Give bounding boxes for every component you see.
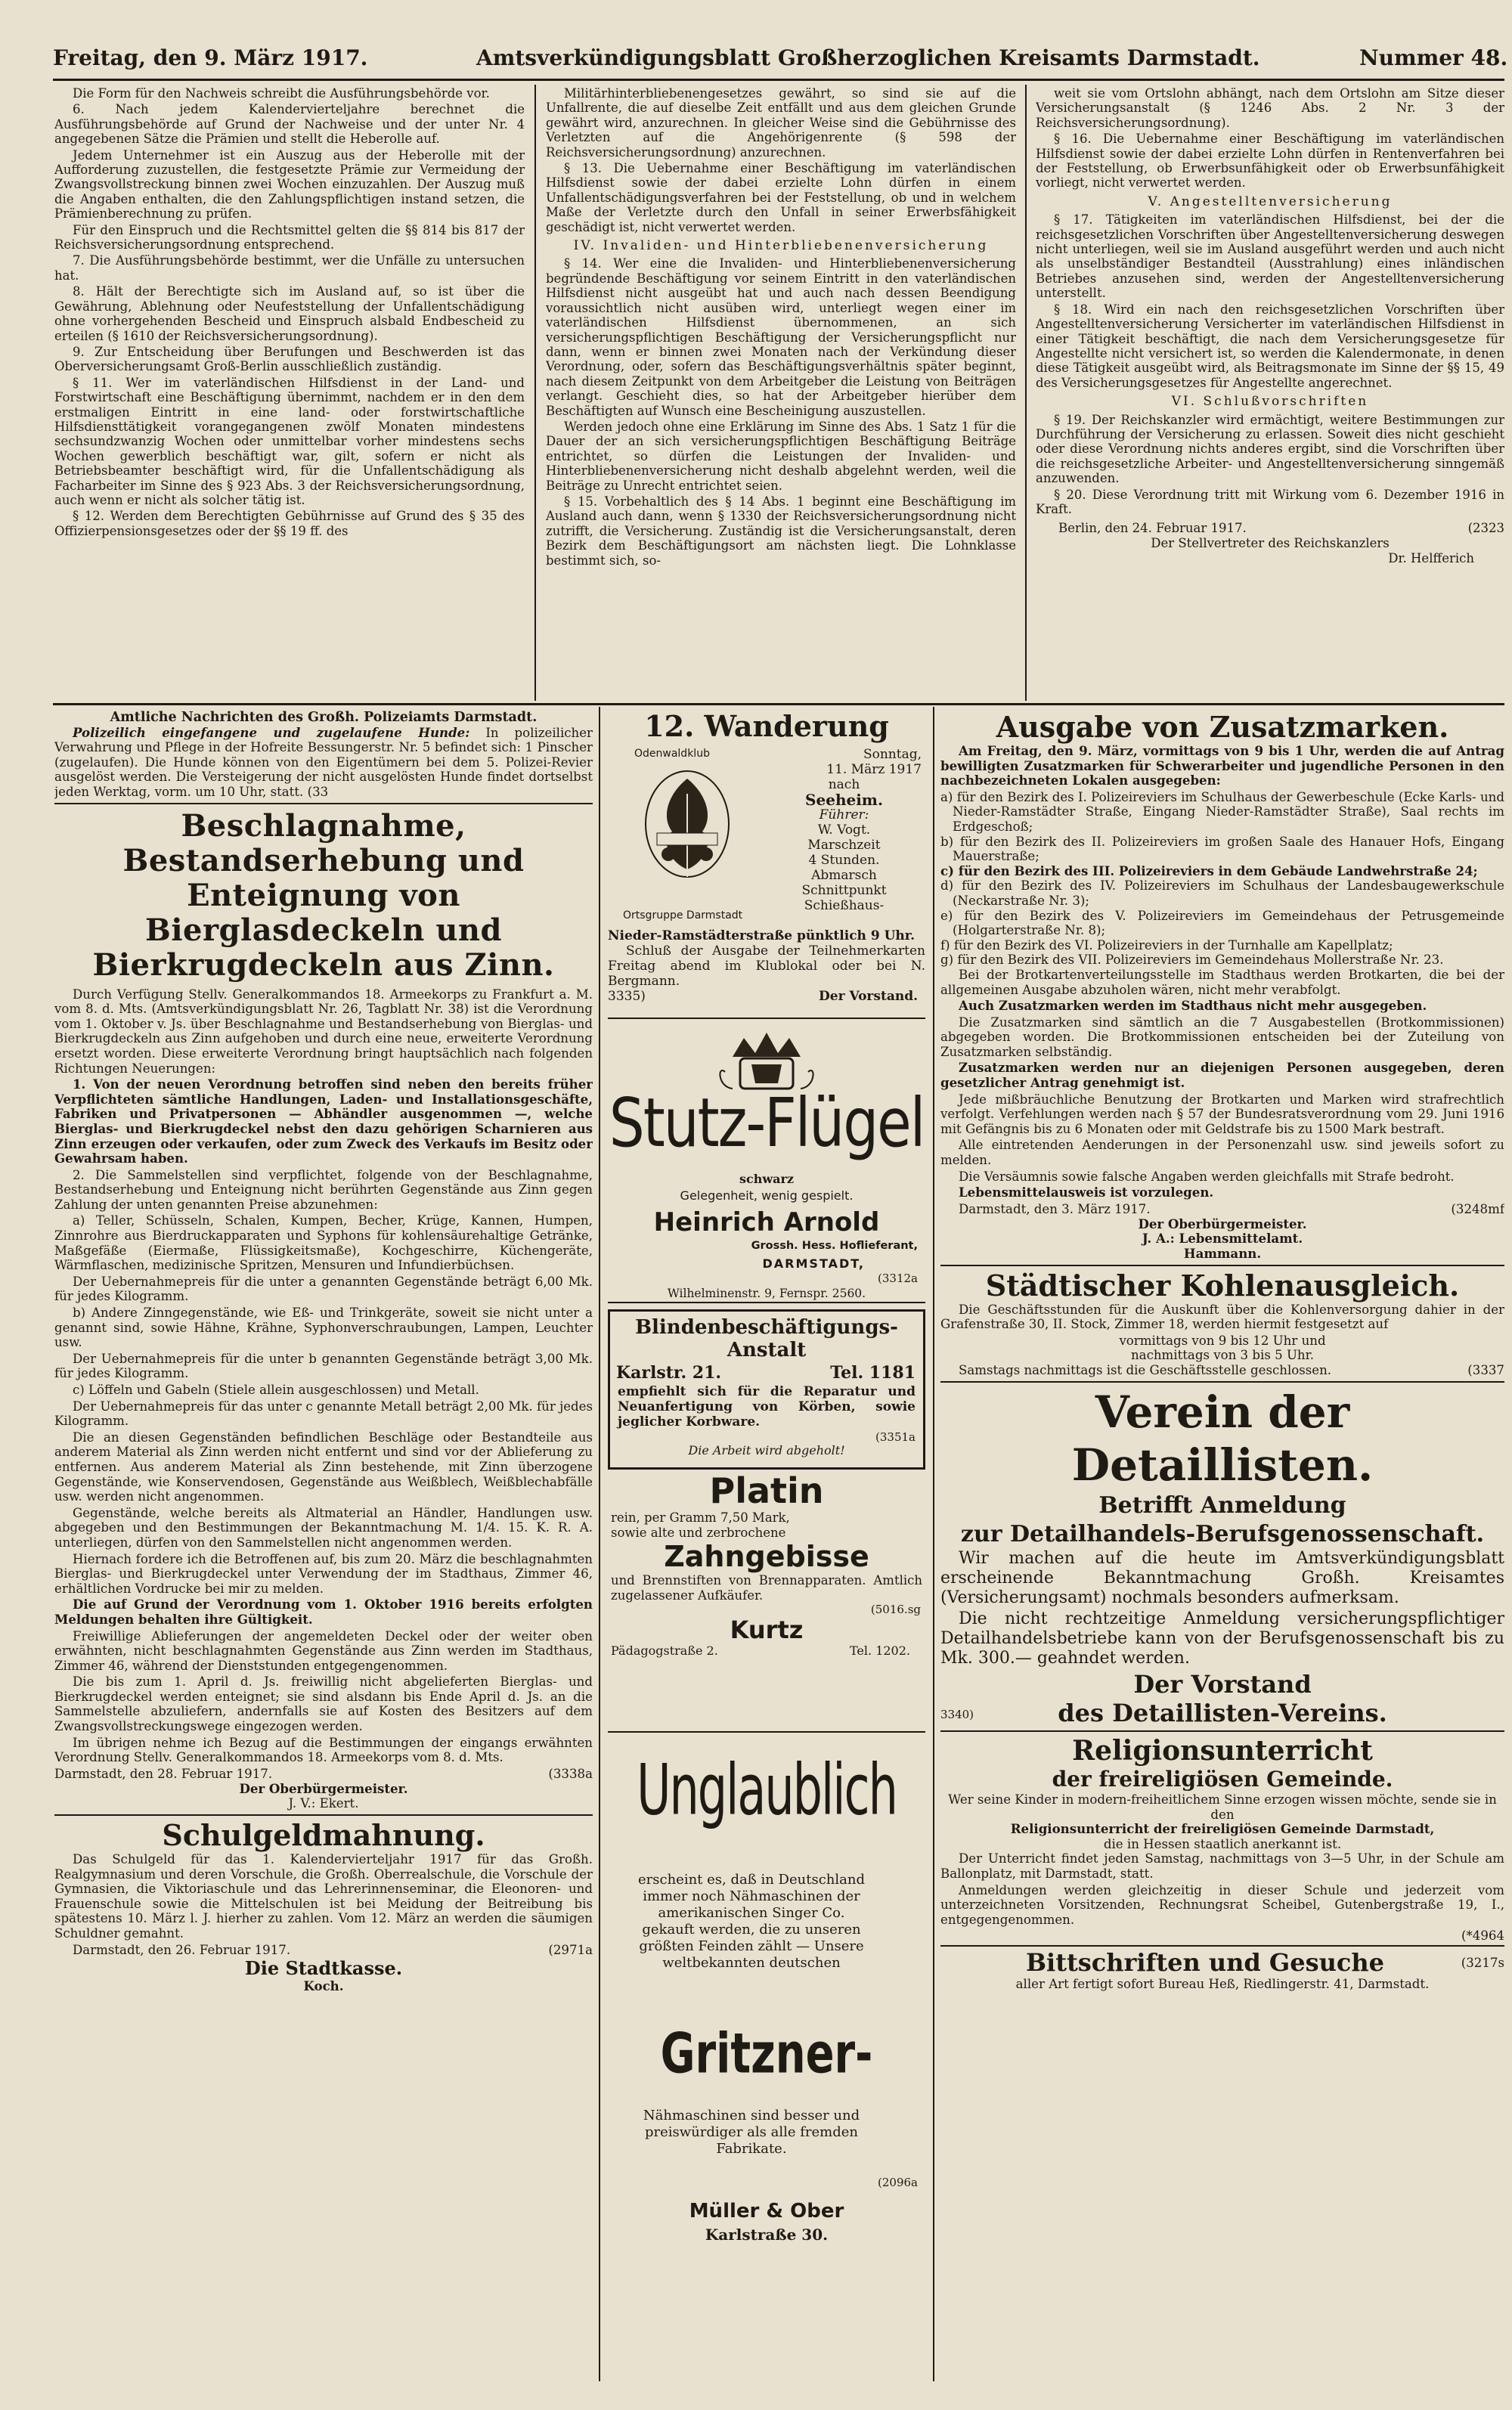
relig-l1: Wer seine Kinder in modern-freiheitlichem Sinne erzogen wissen möchte, sende sie in den	[948, 1792, 1497, 1822]
para: § 15. Vorbehaltlich des § 14 Abs. 1 beginnt eine Beschäftigung im Ausland auch dann, wenn § 1330 der Reichsversicherungsordnung nicht zutrifft, die Versicherung. Zuständig ist die Versicherungsanstalt, deren Bezirk dem Beschäftigungsort am nächsten liegt. Die Lohnklasse bestimmt sich, so-	[546, 494, 1016, 568]
column-divider	[534, 85, 536, 701]
relig-l4: Der Unterricht findet jeden Samstag, nachmittags von 3—5 Uhr, in der Schule am Ballonplatz, mit Darmstadt, statt.	[940, 1851, 1504, 1881]
bitt-ref: (3217s	[1461, 1955, 1504, 1970]
verein-sig1: Der Vorstand	[1133, 1669, 1312, 1699]
section-heading: V. Angestelltenversicherung	[1148, 194, 1393, 209]
wanderung-note: Schluß der Ausgabe der Teilnehmerkarten Freitag abend im Klublokal oder bei N. Bergmann.	[608, 943, 925, 989]
zusatz-sig3: Hammann.	[1183, 1246, 1262, 1261]
bitt-text: aller Art fertigt sofort Bureau Heß, Riedlingerstr. 41, Darmstadt.	[1015, 1976, 1430, 1991]
issue-date: Freitag, den 9. März 1917.	[53, 45, 368, 70]
wanderung-ref: 3335)	[608, 989, 646, 1004]
zusatz-date: Darmstadt, den 3. März 1917.	[959, 1201, 1151, 1216]
ad-platin	[608, 1471, 925, 1728]
relig-title: Religionsunterricht	[1072, 1734, 1373, 1767]
unglaub-text2: Nähmaschinen sind besser und preiswürdiger als alle fremden Fabrikate.	[643, 2108, 860, 2157]
wanderung-dest1: nach	[828, 777, 860, 792]
wanderung-leader: W. Vogt.	[817, 822, 871, 838]
column-divider	[1025, 85, 1027, 701]
top-column-2	[546, 86, 1016, 699]
verein-text2: Die nicht rechtzeitige Anmeldung versicherungspflichtiger Detailhandelsbetriebe kann von der Berufsgenossenschaft bis zu Mk. 300.— geahndet werden.	[940, 1609, 1504, 1668]
platin-addr: Pädagogstraße 2.	[611, 1643, 718, 1658]
wanderung-start1: Abmarsch	[811, 868, 877, 883]
zusatz-sig2: J. A.: Lebensmittelamt.	[1142, 1231, 1303, 1247]
kohlen-l1: vormittags von 9 bis 12 Uhr und	[1119, 1333, 1326, 1348]
unglaub-brand: Gritzner-	[660, 2022, 873, 2086]
stutz-title: Stutz-Flügel	[609, 1084, 925, 1163]
blinden-addr: Karlstr. 21.	[616, 1363, 722, 1383]
beschlag-title: Beschlagnahme, Bestandserhebung und Enteignung von Bierglasdeckeln und Bierkrugdeckeln aus Zinn.	[92, 807, 555, 983]
para: Die Versäumnis sowie falsche Angaben werden gleichfalls mit Strafe bedroht.	[959, 1169, 1455, 1184]
para: c) Löffeln und Gabeln (Stiele allein ausgeschlossen) und Metall.	[73, 1383, 479, 1397]
police-subheading: Polizeilich eingefangene und zugelaufene Hunde:	[73, 724, 470, 740]
para: Der Uebernahmepreis für das unter c genannte Metall beträgt 2,00 Mk. für jedes Kilogramm.	[54, 1399, 593, 1429]
para: Bei der Brotkartenverteilungsstelle im Stadthaus werden Brotkarten, die bei der allgemeinen Ausgabe abzuholen wären, nicht mehr verabfolgt.	[940, 967, 1504, 997]
unglaub-addr: Karlstraße 30.	[705, 2226, 829, 2244]
verein-title: Verein der Detaillisten.	[1071, 1386, 1374, 1491]
top-column-3	[1036, 86, 1504, 699]
blinden-title: Blindenbeschäftigungs-Anstalt	[635, 1316, 898, 1361]
para: Freiwillige Ablieferungen der angemeldeten Deckel oder der weiter oben erwähnten, nicht beschlagnahmten Gegenstände aus Zinn werden im Stadthaus, Zimmer 46, während der Dienststunden entgegengenommen.	[54, 1628, 593, 1673]
zusatz-item: d) für den Bezirk des IV. Polizeireviers im Schulhaus der Landesbaugewerkschule (Neckarstraße Nr. 3);	[940, 878, 1504, 908]
para: b) Andere Zinngegenstände, wie Eß- und Trinkgeräte, soweit sie nicht unter a genannt sind, sowie Hähne, Krähne, Syphonverschraubungen, Lampen, Leuchter usw.	[54, 1306, 593, 1350]
platin-name: Kurtz	[730, 1615, 804, 1644]
para: a) Teller, Schüsseln, Schalen, Kumpen, Becher, Krüge, Kannen, Humpen, Zinnrohre aus Bierdruckapparaten und Syphons für kohlensäurehaltige Getränke, Maßgefäße (Eiermaße, Flüssigkeitsmaße), Kochgeschirre, Küchengeräte, Wärmflaschen, medizinische Spritzen, Mensuren und Infundierbüchsen.	[54, 1213, 593, 1273]
police-heading: Amtliche Nachrichten des Großh. Polizeiamts Darmstadt.	[110, 711, 538, 725]
relig-l3: die in Hessen staatlich anerkannt ist.	[1103, 1836, 1342, 1851]
para: § 14. Wer eine die Invaliden- und Hinterbliebenenversicherung begründende Beschäftigung vor seinem Eintritt in den vaterländischen Hilfsdienst nicht ausgeübt hat und auch nach dessen Beendigung voraussichtlich nicht ausüben wird, unterliegt wegen einer im vaterländischen Hilfsdienst übernommenen, an sich versicherungspflichtigen Beschäftigung der Versicherungspflicht nur dann, wenn er binnen zwei Monaten nach der Verkündung dieser Verordnung, oder, sofern das Beschäftigungsverhältnis später beginnt, nach diesem Zeitpunkt von dem Arbeitgeber die Leistung von Beiträgen verlangt. Geschieht dies, so hat der Arbeitgeber hierüber dem Beschäftigten auf Wunsch eine Bescheinigung auszustellen.	[546, 256, 1016, 418]
wanderung-day: Sonntag,	[863, 747, 922, 762]
para: Die Zusatzmarken sind sämtlich an die 7 Ausgabestellen (Brotkommissionen) abgegeben worden. Die Brotkommissionen entscheiden bei der Zuteilung von Zusatzmarken selbständig.	[940, 1014, 1504, 1059]
stutz-name: Heinrich Arnold	[653, 1207, 880, 1238]
para: Die an diesen Gegenständen befindlichen Beschläge oder Bestandteile aus anderem Material als Zinn werden nicht entfernt und sind vor der Ablieferung zu entfernen. Aus anderem Material als Zinn bestehende, mit Zinn überzogene Gegenstände, wie Konservendosen, Gegenstände aus Weißblech, Weißblechabfälle usw. werden nicht angenommen.	[54, 1430, 593, 1504]
blinden-text: empfiehlt sich für die Reparatur und Neuanfertigung von Körben, sowie jeglicher Korbware.	[618, 1384, 916, 1430]
zusatz-item: b) für den Bezirk des II. Polizeireviers im großen Saale des Hanauer Hofs, Eingang Mauerstraße;	[940, 834, 1504, 864]
unglaub-text: erscheint es, daß in Deutschland immer noch Nähmaschinen der amerikanischen Singer Co. gekauft werden, die zu unseren größten Feinden zählt — Unsere weltbekannten deutschen	[638, 1872, 865, 1971]
para: § 17. Tätigkeiten im vaterländischen Hilfsdienst, bei der die reichsgesetzlichen Vorschriften über Angestelltenversicherung deswegen nicht unterliegen, weil sie im Ausland ausgeführt werden und auch nicht als unselbständiger Bestandteil (Ausstrahlung) eines inländischen Betriebes anzusehen sind, werden der Angestelltenversicherung unterstellt.	[1036, 212, 1504, 301]
kohlen-title: Städtischer Kohlenausgleich.	[985, 1268, 1460, 1303]
para: Werden jedoch ohne eine Erklärung im Sinne des Abs. 1 Satz 1 für die Dauer der an sich versicherungspflichtigen Beschäftigung Beiträge entrichtet, so dürfen die Leistungen der Invaliden- und Hinterbliebenenversicherung nicht deshalb abgelehnt werden, weil die Beiträge zu Unrecht entrichtet seien.	[546, 419, 1016, 493]
zusatz-sig1: Der Oberbürgermeister.	[1138, 1216, 1307, 1231]
platin-l3: und Brennstiften von Brennapparaten. Amtlich zugelassener Aufkäufer.	[611, 1573, 922, 1603]
wanderung-title: 12. Wanderung	[644, 711, 889, 743]
schulgeld-title: Schulgeldmahnung.	[162, 1818, 485, 1853]
blinden-note: Die Arbeit wird abgeholt!	[688, 1443, 845, 1457]
verein-sig2: des Detaillisten-Vereins.	[1058, 1698, 1387, 1727]
paper-title: Amtsverkündigungsblatt Großherzoglichen Kreisamts Darmstadt.	[476, 45, 1260, 70]
para: Gegenstände, welche bereits als Altmaterial an Händler, Handlungen usw. abgegeben und den Bestimmungen der Bekanntmachung M. 1/4. 15. K. R. A. unterliegen, dürfen von den Sammelstellen nicht angenommen werden.	[54, 1505, 593, 1550]
para: § 16. Die Uebernahme einer Beschäftigung im vaterländischen Hilfsdienst sowie der dabei erzielte Lohn dürfen in Rentenverfahren bei der Feststellung, ob Erwerbsunfähigkeit oder ob Erwerbsunfähigkeit vorliegt, nicht verwertet werden.	[1036, 132, 1504, 191]
zusatz-item: g) für den Bezirk des VII. Polizeireviers im Gemeindehaus Mollerstraße Nr. 23.	[940, 953, 1444, 968]
zusatz-item: f) für den Bezirk des VI. Polizeireviers in der Turnhalle am Kapellplatz;	[940, 937, 1393, 953]
verein-text: Wir machen auf die heute im Amtsverkündigungsblatt erscheinende Bekanntmachung Großh. Kreisamtes (Versicherungsamt) nochmals besonders aufmerksam.	[940, 1548, 1504, 1607]
para: weit sie vom Ortslohn abhängt, nach dem Ortslohn am Sitze dieser Versicherungsanstalt (§ 1246 Abs. 2 Nr. 3 der Reichsversicherungsordnung).	[1036, 86, 1504, 130]
zusatz-title: Ausgabe von Zusatzmarken.	[996, 711, 1449, 744]
relig-sub: der freireligiösen Gemeinde.	[1052, 1766, 1393, 1792]
stutz-l1: schwarz	[739, 1172, 795, 1186]
ad-blinden	[608, 1309, 925, 1470]
ad-column	[608, 711, 925, 2381]
zusatz-ref: (3248mf	[1451, 1201, 1504, 1216]
beschlag-sig1: Der Oberbürgermeister.	[239, 1780, 408, 1796]
zusatz-intro: Am Freitag, den 9. März, vormittags von 9 bis 1 Uhr, werden die auf Antrag bewilligten Zusatzmarken für Schwerarbeiter und jugendliche Personen in den nachbezeichneten Lokalen ausgegeben:	[940, 743, 1504, 788]
para: § 11. Wer im vaterländischen Hilfsdienst in der Land- und Forstwirtschaft eine Beschäftigung übernimmt, nachdem er in den dem erstmaligen Eintritt in eine land- oder forstwirtschaftliche Hilfsdiensttätigkeit vorangegangenen zwölf Monaten mindestens sechsundzwanzig Wochen oder unmittelbar vorher mindestens sechs Wochen gewerblich beschäftigt war, gilt, sofern er nicht als Betriebsbeamter beschäftigt wird, für die Unfallentschädigung als Facharbeiter im Sinne des § 923 Abs. 3 der Reichsversicherungsordnung, auch wenn er nicht als solcher tätig ist.	[54, 375, 525, 507]
wanderung-start4: Nieder-Ramstädterstraße pünktlich 9 Uhr.	[608, 928, 916, 943]
para: 6. Nach jedem Kalendervierteljahre berechnet die Ausführungsbehörde auf Grund der Nachweise und der unter Nr. 4 angegebenen Sätze die Prämien und stellt die Heberolle auf.	[54, 102, 525, 147]
para: Die Form für den Nachweis schreibt die Ausführungsbehörde vor.	[73, 86, 490, 101]
schulgeld-ref: (2971a	[548, 1942, 593, 1957]
stutz-ref: (3312a	[878, 1272, 918, 1285]
section-heading: IV. Invaliden- und Hinterbliebenenversicherung	[573, 238, 989, 254]
police-ref: (33	[307, 784, 329, 799]
top-column-1	[54, 86, 525, 699]
ad-unglaublich	[608, 1737, 925, 2380]
wanderung-sig: Der Vorstand.	[819, 989, 918, 1004]
unglaub-ref: (2096a	[878, 2176, 918, 2189]
para: Lebensmittelausweis ist vorzulegen.	[959, 1185, 1214, 1200]
kohlen-ref: (3337	[1467, 1362, 1504, 1377]
wanderung-start3: Schießhaus-	[804, 898, 885, 913]
zusatz-item: e) für den Bezirk des V. Polizeireviers im Gemeindehaus der Petrusgemeinde (Holgarterstraße Nr. 8);	[940, 908, 1504, 938]
relig-l2: Religionsunterricht der freireligiösen Gemeinde Darmstadt,	[1010, 1821, 1435, 1837]
platin-tel: Tel. 1202.	[850, 1643, 910, 1658]
para: Der Uebernahmepreis für die unter b genannten Gegenstände beträgt 3,00 Mk. für jedes Kilogramm.	[54, 1351, 593, 1381]
oak-leaf-emblem-icon	[615, 748, 759, 907]
kohlen-l2: nachmittags von 3 bis 5 Uhr.	[1130, 1348, 1314, 1363]
para: 2. Die Sammelstellen sind verpflichtet, folgende von der Beschlagnahme, Bestandserhebung und Enteignung nicht berührten Gegenstände aus Zinn gegen Zahlung der unten genannten Preise abzunehmen:	[54, 1167, 593, 1212]
sign-place: Berlin, den 24. Februar 1917.	[1058, 521, 1247, 536]
verein-sub1: Betrifft Anmeldung	[1098, 1492, 1346, 1519]
schulgeld-sig2: Koch.	[303, 1978, 344, 1993]
police-text: In polizeilicher Verwahrung und Pflege in der Hofreite Bessungerstr. Nr. 5 befindet sich: 1 Pinscher (zugelaufen). Die Hunde können von den Eigentümern bei dem 5. Polizei-Revier ausgelöst werden. Die Versteigerung der nicht ausgelösten Hunde findet dortselbst jeden Werktag, vorm. um 10 Uhr, statt.	[54, 725, 593, 799]
para: Militärhinterbliebenengesetzes gewährt, so sind sie auf die Unfallrente, die auf dieselbe Zeit entfällt und aus dem gleichen Grunde gewährt wird, anzurechnen. In gleicher Weise sind die Gebührnisse des Verletzten auf die Angehörigenrente (§ 598 der Reichsversicherungsordnung) anzurechnen.	[546, 86, 1016, 160]
para: 7. Die Ausführungsbehörde bestimmt, wer die Unfälle zu untersuchen hat.	[54, 253, 525, 283]
platin-title2: Zahngebisse	[664, 1540, 869, 1573]
para: Im übrigen nehme ich Bezug auf die Bestimmungen der eingangs erwähnten Verordnung Stellv. Generalkommandos 18. Armeekorps vom 8. d. Mts.	[54, 1735, 593, 1765]
platin-ref: (5016.sg	[870, 1603, 921, 1616]
zusatz-item: a) für den Bezirk des I. Polizeireviers im Schulhaus der Gewerbeschule (Ecke Karls- und Nieder-Ramstädter Straße, Eingang Nieder-Ramstädter Straße), Saal rechts im Erdgeschoß;	[940, 789, 1504, 834]
sign-name: Dr. Helfferich	[1388, 550, 1474, 565]
wanderung-club: Odenwaldklub	[634, 748, 710, 760]
beschlag-ref: (3338a	[548, 1766, 593, 1781]
beschlag-sig2: J. V.: Ekert.	[288, 1796, 359, 1811]
column-divider	[933, 707, 934, 2381]
wanderung-start2: Schnittpunkt	[801, 883, 887, 898]
schulgeld-sig1: Die Stadtkasse.	[244, 1956, 403, 1979]
wanderung-date: 11. März 1917	[826, 762, 922, 777]
para: Das Schulgeld für das 1. Kalendervierteljahr 1917 für das Großh. Realgymnasium und deren Vorschule, die Großh. Oberrealschule, die Vorschule der Gymnasien, die Viktoriaschule und das Lehrerinnenseminar, die Eleonoren- und Frauenschule sowie die Mittelschulen ist bei Meidung der Beitreibung bis spätestens 10. März l. J. hierher zu zahlen. Vom 12. März an werden die säumigen Schuldner gemahnt.	[54, 1852, 593, 1941]
kohlen-text: Die Geschäftsstunden für die Auskunft über die Kohlenversorgung dahier in der Grafenstraße 30, II. Stock, Zimmer 18, werden hiermit festgesetzt auf	[940, 1302, 1504, 1332]
verein-sub2: zur Detailhandels-Berufsgenossenschaft.	[960, 1520, 1485, 1547]
header-rule	[53, 79, 1504, 81]
para: § 13. Die Uebernahme einer Beschäftigung im vaterländischen Hilfsdienst sowie der dabei erzielte Lohn dürfen in einem Unfallentschädigungsverfahren bei der Feststellung, ob und in welchem Maße der Verletzte durch den Unfall in seiner Erwerbsfähigkeit geschädigt ist, nicht verwertet werden.	[546, 161, 1016, 234]
column-divider	[599, 707, 600, 2381]
beschlag-date: Darmstadt, den 28. Februar 1917.	[54, 1766, 273, 1781]
para: Hiernach fordere ich die Betroffenen auf, bis zum 20. März die beschlagnahmten Bierglas- und Bierkrugdeckel unter Verwendung der im Stadthaus, Zimmer 46, erhältlichen Vordrucke bei mir zu melden.	[54, 1551, 593, 1596]
issue-number: Nummer 48.	[1359, 45, 1508, 70]
para: § 18. Wird ein nach den reichsgesetzlichen Vorschriften über Angestelltenversicherung Versicherter im vaterländischen Hilfsdienst in einer Tätigkeit beschäftigt, die nach dem Versicherungsgesetze für Angestellte nicht versichert ist, so werden die Kalendermonate, in denen diese Tätigkeit ausgeübt wird, als Beitragsmonate im Sinne der §§ 15, 49 des Versicherungsgesetzes für Angestellte angerechnet.	[1036, 302, 1504, 390]
section-rule	[53, 703, 1504, 705]
page-header	[53, 45, 1508, 83]
bitt-title: Bittschriften und Gesuche	[1026, 1947, 1384, 1977]
para: Die auf Grund der Verordnung vom 1. Oktober 1916 bereits erfolgten Meldungen behalten ihre Gültigkeit.	[54, 1597, 593, 1627]
para: Zusatzmarken werden nur an diejenigen Personen ausgegeben, deren gesetzlicher Antrag genehmigt ist.	[940, 1060, 1504, 1091]
sign-role: Der Stellvertreter des Reichskanzlers	[1151, 536, 1390, 551]
platin-l2: sowie alte und zerbrochene	[611, 1525, 786, 1540]
bottom-column-right	[940, 711, 1504, 2381]
stutz-city: DARMSTADT,	[762, 1256, 865, 1271]
para: Alle eintretenden Aenderungen in der Personenzahl usw. sind jeweils sofort zu melden.	[940, 1138, 1504, 1168]
para: § 19. Der Reichskanzler wird ermächtigt, weitere Bestimmungen zur Durchführung der Versicherung zu erlassen. Soweit dies nicht geschieht oder diese Verordnung nichts anderes ergibt, sind die Vorschriften über die reichsgesetzliche Arbeiter- und Angestelltenversicherung sinngemäß anzuwenden.	[1036, 412, 1504, 486]
stutz-addr: Wilhelminenstr. 9, Fernspr. 2560.	[667, 1287, 866, 1300]
para: Für den Einspruch und die Rechtsmittel gelten die §§ 814 bis 817 der Reichsversicherungsordnung entsprechend.	[54, 222, 525, 252]
wanderung-group: Ortsgruppe Darmstadt	[623, 909, 743, 922]
blinden-ref: (3351a	[875, 1430, 916, 1444]
para: Der Uebernahmepreis für die unter a genannten Gegenstände beträgt 6,00 Mk. für jedes Kilogramm.	[54, 1274, 593, 1304]
unglaub-title: Unglaublich	[637, 1748, 897, 1831]
para: § 20. Diese Verordnung tritt mit Wirkung vom 6. Dezember 1916 in Kraft.	[1036, 487, 1504, 516]
relig-l5: Anmeldungen werden gleichzeitig in dieser Schule und jederzeit vom unterzeichneten Vorsitzenden, Rechnungsrat Scheibel, Gutenbergstraße 19, I., entgegengenommen.	[940, 1882, 1504, 1927]
zusatz-item: c) für den Bezirk des III. Polizeireviers in dem Gebäude Landwehrstraße 24;	[940, 863, 1478, 878]
section-heading: VI. Schlußvorschriften	[1171, 394, 1369, 410]
para: Jedem Unternehmer ist ein Auszug aus der Heberolle mit der Aufforderung zuzustellen, die festgesetzte Prämie zur Vermeidung der Zwangsvollstreckung binnen zwei Wochen einzuzahlen. Der Auszug muß die Angaben enthalten, die den Zahlungspflichtigen instand setzen, die Prämienberechnung zu prüfen.	[54, 147, 525, 221]
unglaub-firm: Müller & Ober	[689, 2200, 844, 2223]
ad-stutz-fluegel	[608, 1022, 925, 1340]
bottom-column-left	[54, 711, 593, 2381]
para: Jede mißbräuchliche Benutzung der Brotkarten und Marken wird strafrechtlich verfolgt. Verfehlungen werden nach § 57 der Bundesratsverordnung vom 29. Juni 1916 mit Gefängnis bis zu 6 Monaten oder mit Geldstrafe bis zu 1500 Mark bestraft.	[940, 1092, 1504, 1136]
blinden-tel: Tel. 1181	[830, 1363, 916, 1383]
wanderung-duration1: Marschzeit	[807, 838, 881, 853]
sign-ref: (2323	[1467, 521, 1504, 536]
para: § 12. Werden dem Berechtigten Gebührnisse auf Grund des § 35 des Offizierpensionsgesetzes oder der §§ 19 ff. des	[54, 509, 525, 538]
wanderung-leader-label: Führer:	[819, 807, 869, 822]
stutz-l3: Grossh. Hess. Hoflieferant,	[751, 1240, 918, 1252]
kohlen-l3: Samstags nachmittags ist die Geschäftsstelle geschlossen.	[959, 1362, 1332, 1377]
verein-ref: 3340)	[940, 1707, 974, 1721]
para: 1. Von der neuen Verordnung betroffen sind neben den bereits früher Verpflichteten sämtliche Handlungen, Laden- und Installationsgeschäfte, Fabriken und Privatpersonen — Abhändler ausgenommen —, welche Bierglas- und Bierkrugdeckel nebst den dazu gehörigen Scharnieren aus Zinn erzeugen oder verkaufen, oder zum Zweck des Verkaufs im Besitz oder Gewahrsam haben.	[54, 1076, 593, 1166]
para: Durch Verfügung Stellv. Generalkommandos 18. Armeekorps zu Frankfurt a. M. vom 8. d. Mts. (Amtsverkündigungsblatt Nr. 26, Tagblatt Nr. 38) ist die Verordnung vom 1. Oktober v. Js. über Beschlagnahme und Bestandserhebung von Bierglas- und Bierkrugdeckeln aus Zinn aufgehoben und durch eine neue, erweiterte Verordnung ersetzt worden. Diese erweiterte Verordnung bringt hauptsächlich nach folgenden Richtungen Neuerungen:	[54, 987, 593, 1076]
platin-l1: rein, per Gramm 7,50 Mark,	[611, 1510, 790, 1525]
relig-ref: (*4964	[1461, 1928, 1504, 1944]
platin-title: Platin	[709, 1470, 824, 1511]
schulgeld-date: Darmstadt, den 26. Februar 1917.	[73, 1942, 291, 1957]
wanderung-duration2: 4 Stunden.	[808, 853, 880, 868]
wanderung-dest2: Seeheim.	[805, 791, 883, 809]
para: 9. Zur Entscheidung über Berufungen und Beschwerden ist das Oberversicherungsamt Groß-Berlin ausschließlich zuständig.	[54, 344, 525, 374]
para: Die bis zum 1. April d. Js. freiwillig nicht abgelieferten Bierglas- und Bierkrugdeckel werden enteignet; sie sind alsdann bis Ende April d. Js. an die Sammelstelle abzuliefern, andernfalls sie auf Kosten des Besitzers auf dem Zwangsvollstreckungswege eingezogen werden.	[54, 1674, 593, 1734]
para: Auch Zusatzmarken werden im Stadthaus nicht mehr ausgegeben.	[959, 998, 1427, 1014]
para: 8. Hält der Berechtigte sich im Ausland auf, so ist über die Gewährung, Ablehnung oder Neufeststellung der Unfallentschädigung ohne vorhergehenden Bescheid und Einspruch alsbald Endbescheid zu erteilen (§ 1610 der Reichsversicherungsordnung).	[54, 284, 525, 343]
stutz-l2: Gelegenheit, wenig gespielt.	[680, 1188, 854, 1203]
